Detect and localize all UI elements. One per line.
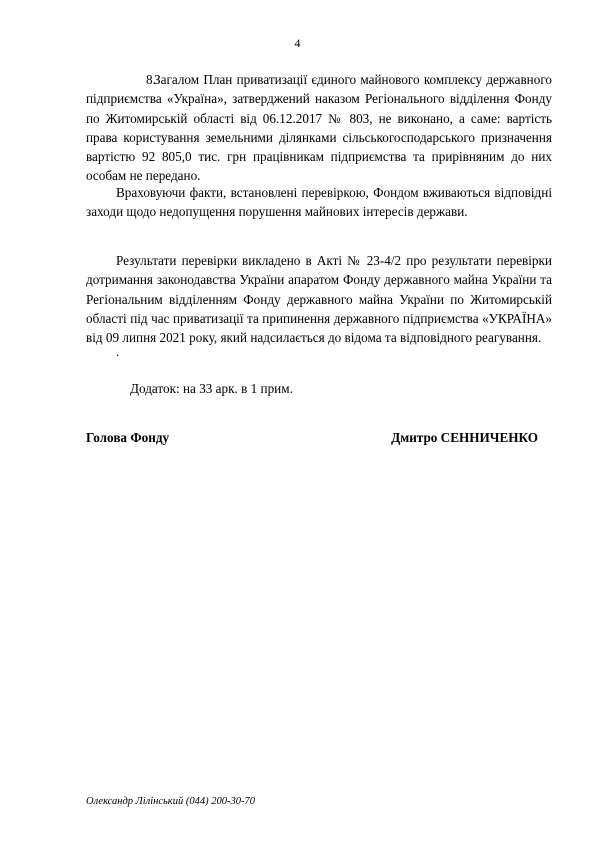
attachment-note: Додаток: на 33 арк. в 1 прим. <box>130 381 293 396</box>
executor-contact: Олександр Лілінський (044) 200-30-70 <box>86 796 255 807</box>
signatory-position: Голова Фонду <box>86 430 170 445</box>
signatory-name: Дмитро СЕННИЧЕНКО <box>391 430 538 445</box>
stray-dot: . <box>116 344 120 359</box>
paragraph-results: Результати перевірки викладено в Акті № 23-4/2 про результати перевірки дотримання законодавства України апаратом Фонду державного майна України та Регіональним відділенням Фонду державного майна України по Житомирській області під час приватизації та припинення державного підприємства «УКРАЇНА» від 09 липня 2021 року, який надсилається до відома та відповідного реагування. <box>86 253 552 346</box>
paragraph-measures: Враховуючи факти, встановлені перевіркою, Фондом вживаються відповідні заходи щодо недопущення порушення майнових інтересів держави. <box>86 185 552 220</box>
paragraph-number: 8. <box>146 72 156 87</box>
paragraph-8-text: Загалом План приватизації єдиного майнового комплексу державного підприємства «Україна», затверджений наказом Регіонального відділення Фонду по Житомирській області від 06.12.2017 № 803, не виконано, а саме: вартість права користування земельними ділянками сільськогосподарського призначення вартістю 92 805,0 тис. грн працівникам підприємства та прирівняним до них особам не передано. <box>86 72 552 184</box>
page-number: 4 <box>294 36 301 50</box>
paragraph-8 <box>86 70 552 186</box>
